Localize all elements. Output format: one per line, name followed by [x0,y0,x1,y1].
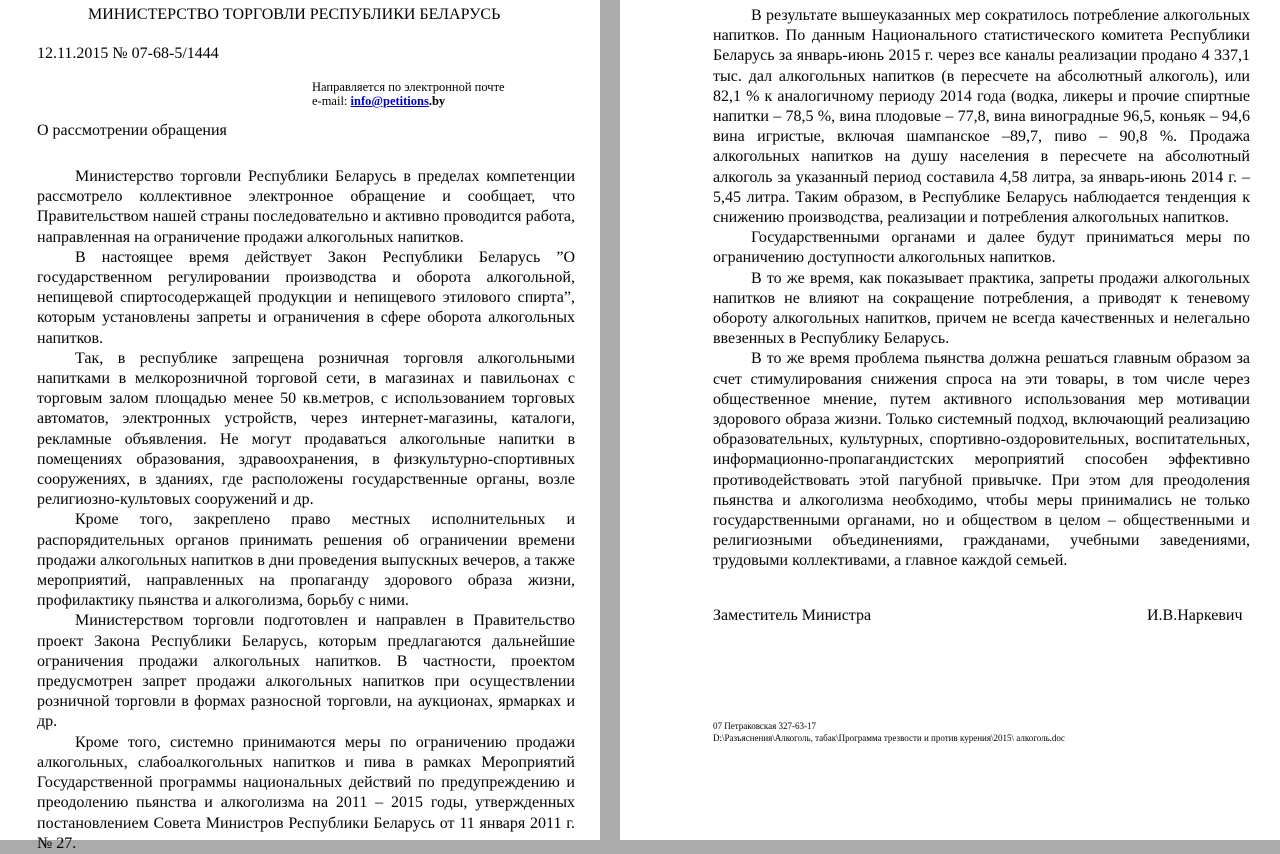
footer-contact: 07 Петраковская 327-63-17 [713,721,817,731]
email-line [312,94,445,109]
ministry-title: МИНИСТЕРСТВО ТОРГОВЛИ РЕСПУБЛИКИ БЕЛАРУСЬ [88,6,501,23]
document-page-left [0,0,600,852]
paragraph: Министерство торговли Республики Беларусь в пределах компетенции рассмотрело коллективное электронное обращение и сообщает, что Правительством нашей страны последовательно и активно проводится работа, направленная на ограничение продажи алкогольных напитков. [37,168,575,246]
paragraph: В то же время, как показывает практика, запреты продажи алкогольных напитков не влияют на сокращение потребления, а приводят к теневому обороту алкогольных напитков, причем не всегда качественных и нелегально ввезенных в Республику Беларусь. [713,269,1250,348]
subject-line: О рассмотрении обращения [37,122,227,139]
paragraph: Министерством торговли подготовлен и направлен в Правительство проект Закона Республики Беларусь, которым предлагаются дальнейшие ограничения продажи алкогольных напитков. В частности, проектом предусмотрен запрет продажи алкогольных напитков при осуществлении розничной торговли в формах разносной торговли, на аукционах, ярмарках и др. [37,612,575,731]
document-reference: 12.11.2015 № 07-68-5/1444 [37,45,219,62]
signature-position: Заместитель Министра [713,607,872,624]
letter-body-right [713,6,1250,572]
signature-name: И.В.Наркевич [1147,607,1243,624]
paragraph: В то же время проблема пьянства должна решаться главным образом за счет стимулирования снижения спроса на эти товары, в том числе через общественное мнение, путем активного использования мер мотивации здорового образа жизни. Только системный подход, включающий реализацию образовательных, культурных, спортивно-оздоровительных, воспитательных, информационно-пропагандистских мероприятий способен эффективно противодействовать этой пагубной привычке. При этом для преодоления пьянства и алкоголизма необходимо, чтобы меры принимались не только государственными органами, но и обществом в целом – общественными и религиозными объединениями, гражданами, учебными заведениями, трудовыми коллективами, а главное каждой семьей. [713,350,1250,570]
letter-body-left [37,167,575,854]
document-page-right [620,0,1280,840]
footer-file-path: D:\Разъяснения\Алкоголь, табак\Программа трезвости и против курения\2015\ алкоголь.doc [713,733,1065,743]
paragraph: Кроме того, закреплено право местных исполнительных и распорядительных органов принимать решения об ограничении времени продажи алкогольных напитков в дни проведения выпускных вечеров, а также мероприятий, направленных на пропаганду здорового образа жизни, профилактику пьянства и алкоголизма, борьбу с ними. [37,511,575,610]
paragraph: В настоящее время действует Закон Республики Беларусь ”О государственном регулировании производства и оборота алкогольной, непищевой спиртосодержащей продукции и непищевого этилового спирта”, которым установлены запреты и ограничения в сфере оборота алкогольных напитков. [37,248,575,347]
paragraph: Кроме того, системно принимаются меры по ограничению продажи алкогольных, слабоалкогольных напитков и пива в рамках Мероприятий Государственной программы национальных действий по предупреждению и преодолению пьянства и алкоголизма на 2011 – 2015 годы, утвержденных постановлением Совета Министров Республики Беларусь от 11 января 2011 г. № 27. [37,733,575,852]
paragraph: В результате вышеуказанных мер сократилось потребление алкогольных напитков. По данным Национального статистического комитета Республики Беларусь за январь-июнь 2015 г. через все каналы реализации продано 4 337,1 тыс. дал алкогольных напитков (в пересчете на абсолютный алкоголь), или 82,1 % к аналогичному периоду 2014 года (водка, ликеры и прочие спиртные напитки – 78,5 %, вина плодовые – 77,8, вина виноградные 96,5, коньяк – 94,6 вина игристые, включая шампанское –89,7, пиво – 90,8 %. Продажа алкогольных напитков на душу населения в пересчете на абсолютный алкоголь за указанный период составила 4,58 литра, за январь-июнь 2014 г. – 5,45 литра. Таким образом, в Республике Беларусь наблюдается тенденция к снижению производства, реализации и потребления алкогольных напитков. [713,7,1250,227]
sent-by-email-note: Направляется по электронной почте [312,80,505,94]
email-domain-suffix: .by [428,94,446,108]
email-label: e-mail: [312,94,351,108]
paragraph: Государственными органами и далее будут приниматься меры по ограничению доступности алкогольных напитков. [713,229,1250,267]
email-link[interactable]: info@petitions [350,94,429,108]
paragraph: Так, в республике запрещена розничная торговля алкогольными напитками в мелкорозничной торговой сети, в магазинах и павильонах с торговым залом площадью менее 50 кв.метров, с использованием торговых автоматов, электронных устройств, через интернет-магазины, каталоги, рекламные объявления. Не могут продаваться алкогольные напитки в помещениях образования, здравоохранения, в физкультурно-спортивных сооружениях, в зданиях, где расположены государственные органы, возле религиозно-культовых сооружений и др. [37,349,575,509]
